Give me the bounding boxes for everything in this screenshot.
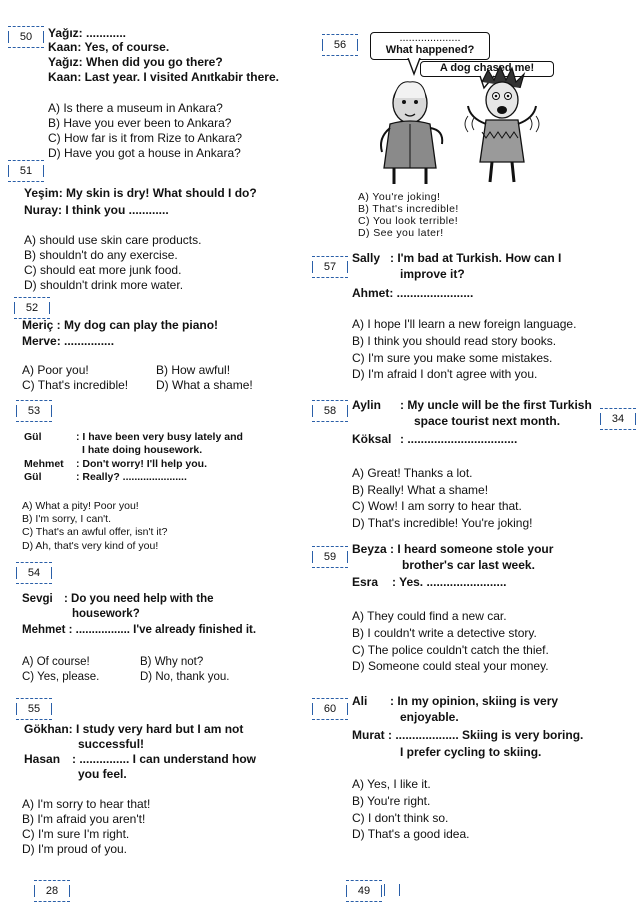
question-number: 50 — [8, 26, 44, 48]
option-d[interactable]: D) shouldn't drink more water. — [24, 278, 184, 292]
question-number: 60 — [312, 698, 348, 720]
option-d[interactable]: D) Someone could steal your money. — [352, 659, 549, 673]
option-d[interactable]: D) No, thank you. — [140, 671, 230, 683]
dialog-line: : In my opinion, skiing is very — [390, 694, 559, 708]
dialog-line: successful! — [78, 737, 145, 751]
option-a[interactable]: A) Great! Thanks a lot. — [352, 466, 473, 480]
dialog-line: : My uncle will be the first Turkish — [400, 398, 592, 412]
option-b[interactable]: B) I'm sorry, I can't. — [22, 513, 111, 525]
option-d[interactable]: D) What a shame! — [156, 378, 253, 392]
option-c[interactable]: C) That's incredible! — [22, 378, 129, 392]
option-a[interactable]: A) Is there a museum in Ankara? — [48, 101, 223, 115]
speaker-name: Hasan — [24, 752, 61, 766]
option-b[interactable]: B) You're right. — [352, 794, 431, 808]
option-a[interactable]: A) should use skin care products. — [24, 233, 202, 247]
dialog-line: Kaan: Last year. I visited Anıtkabir there. — [48, 70, 279, 84]
dialog-line: : Do you need help with the — [64, 593, 214, 605]
dialog-line: I prefer cycling to skiing. — [400, 745, 542, 759]
dialog-line: brother's car last week. — [402, 558, 535, 572]
dialog-line: : I'm bad at Turkish. How can I — [390, 251, 562, 265]
question-number: 59 — [312, 546, 348, 568]
question-number: 52 — [14, 297, 50, 319]
option-c[interactable]: C) I'm sure you make some mistakes. — [352, 351, 553, 365]
dialog-line: housework? — [72, 608, 140, 620]
dialog-line: Gökhan: I study very hard but I am not — [24, 722, 244, 736]
dialog-line: enjoyable. — [400, 710, 459, 724]
speaker-name: Mehmet — [24, 458, 64, 470]
dialog-line: improve it? — [400, 267, 465, 281]
question-number: 55 — [16, 698, 52, 720]
speaker-name: Ali — [352, 694, 368, 708]
speaker-name: Köksal — [352, 432, 392, 446]
dialog-line: : I have been very busy lately and — [76, 431, 243, 443]
option-c[interactable]: C) should eat more junk food. — [24, 263, 182, 277]
option-c[interactable]: C) How far is it from Rize to Ankara? — [48, 131, 243, 145]
question-number: 51 — [8, 160, 44, 182]
question-number: 58 — [312, 400, 348, 422]
dialog-line: you feel. — [78, 767, 127, 781]
dialog-line: Yeşim: My skin is dry! What should I do? — [24, 186, 257, 200]
dialog-line: Yağız: ............ — [48, 26, 127, 40]
option-d[interactable]: D) Ah, that's very kind of you! — [22, 540, 159, 552]
speech-bubble-question — [370, 32, 490, 60]
dialog-line: Beyza : I heard someone stole your — [352, 542, 554, 556]
option-a[interactable]: A) They could find a new car. — [352, 609, 507, 623]
option-b[interactable]: B) I'm afraid you aren't! — [22, 812, 146, 826]
dialog-line: Yağız: When did you go there? — [48, 55, 223, 69]
dialog-line: Meriç : My dog can play the piano! — [22, 318, 219, 332]
dialog-line: Kaan: Yes, of course. — [48, 40, 170, 54]
dialog-line: : Yes. ........................ — [392, 575, 507, 589]
option-b[interactable]: B) Why not? — [140, 656, 204, 668]
option-b[interactable]: B) Really! What a shame! — [352, 483, 489, 497]
option-d[interactable]: D) That's incredible! You're joking! — [352, 516, 533, 530]
page-number-left: 28 — [34, 880, 70, 902]
page-number-right: 49 — [346, 880, 382, 902]
dialog-line: space tourist next month. — [414, 414, 561, 428]
option-a[interactable]: A) I hope I'll learn a new foreign language. — [352, 317, 577, 331]
option-b[interactable]: B) shouldn't do any exercise. — [24, 248, 178, 262]
edge-tab: 34 — [600, 408, 636, 430]
question-number: 56 — [322, 34, 358, 56]
option-a[interactable]: A) I'm sorry to hear that! — [22, 797, 151, 811]
dialog-line: : ............... I can understand how — [72, 752, 257, 766]
option-b[interactable]: B) I think you should read story books. — [352, 334, 557, 348]
cartoon-illustration — [370, 58, 560, 188]
option-a[interactable]: A) What a pity! Poor you! — [22, 500, 139, 512]
bubble-text: A dog chased me! — [439, 62, 535, 74]
dialog-line: : Don't worry! I'll help you. — [76, 458, 207, 470]
option-c[interactable]: C) You look terrible! — [358, 215, 459, 227]
bubble-blank: .................... — [399, 32, 461, 44]
dialog-line: Ahmet: ....................... — [352, 286, 474, 300]
option-c[interactable]: C) That's an awful offer, isn't it? — [22, 526, 168, 538]
dialog-line: Mehmet : ................. I've already finished it. — [22, 624, 257, 636]
option-b[interactable]: B) That's incredible! — [358, 203, 459, 215]
speaker-name: Gül — [24, 431, 42, 443]
question-number: 54 — [16, 562, 52, 584]
option-a[interactable]: A) You're joking! — [358, 191, 441, 203]
dialog-line: I hate doing housework. — [82, 444, 203, 456]
option-c[interactable]: C) I don't think so. — [352, 811, 449, 825]
option-b[interactable]: B) Have you ever been to Ankara? — [48, 116, 232, 130]
dialog-line: Murat : ................... Skiing is very boring. — [352, 728, 584, 742]
option-c[interactable]: C) Yes, please. — [22, 671, 100, 683]
option-a[interactable]: A) Poor you! — [22, 363, 89, 377]
option-a[interactable]: A) Of course! — [22, 656, 90, 668]
option-d[interactable]: D) That's a good idea. — [352, 827, 470, 841]
option-c[interactable]: C) I'm sure I'm right. — [22, 827, 130, 841]
option-d[interactable]: D) I'm proud of you. — [22, 842, 127, 856]
bubble-text: What happened? — [385, 44, 475, 56]
speaker-name: Esra — [352, 575, 379, 589]
dialog-line: Merve: ............... — [22, 334, 115, 348]
question-number: 57 — [312, 256, 348, 278]
option-a[interactable]: A) Yes, I like it. — [352, 777, 431, 791]
option-b[interactable]: B) How awful! — [156, 363, 231, 377]
option-c[interactable]: C) The police couldn't catch the thief. — [352, 643, 549, 657]
dialog-line: : ................................. — [400, 432, 518, 446]
dialog-line: : Really? ...................... — [76, 471, 187, 483]
option-d[interactable]: D) Have you got a house in Ankara? — [48, 146, 241, 160]
speaker-name: Sevgi — [22, 593, 53, 605]
speaker-name: Gül — [24, 471, 42, 483]
speaker-name: Aylin — [352, 398, 381, 412]
question-number: 53 — [16, 400, 52, 422]
option-c[interactable]: C) Wow! I am sorry to hear that. — [352, 499, 522, 513]
page-tab-marks — [384, 884, 400, 896]
speaker-name: Sally — [352, 251, 381, 265]
option-d[interactable]: D) See you later! — [358, 227, 444, 239]
dialog-line: Nuray: I think you ............ — [24, 203, 169, 217]
option-b[interactable]: B) I couldn't write a detective story. — [352, 626, 537, 640]
option-d[interactable]: D) I'm afraid I don't agree with you. — [352, 367, 538, 381]
